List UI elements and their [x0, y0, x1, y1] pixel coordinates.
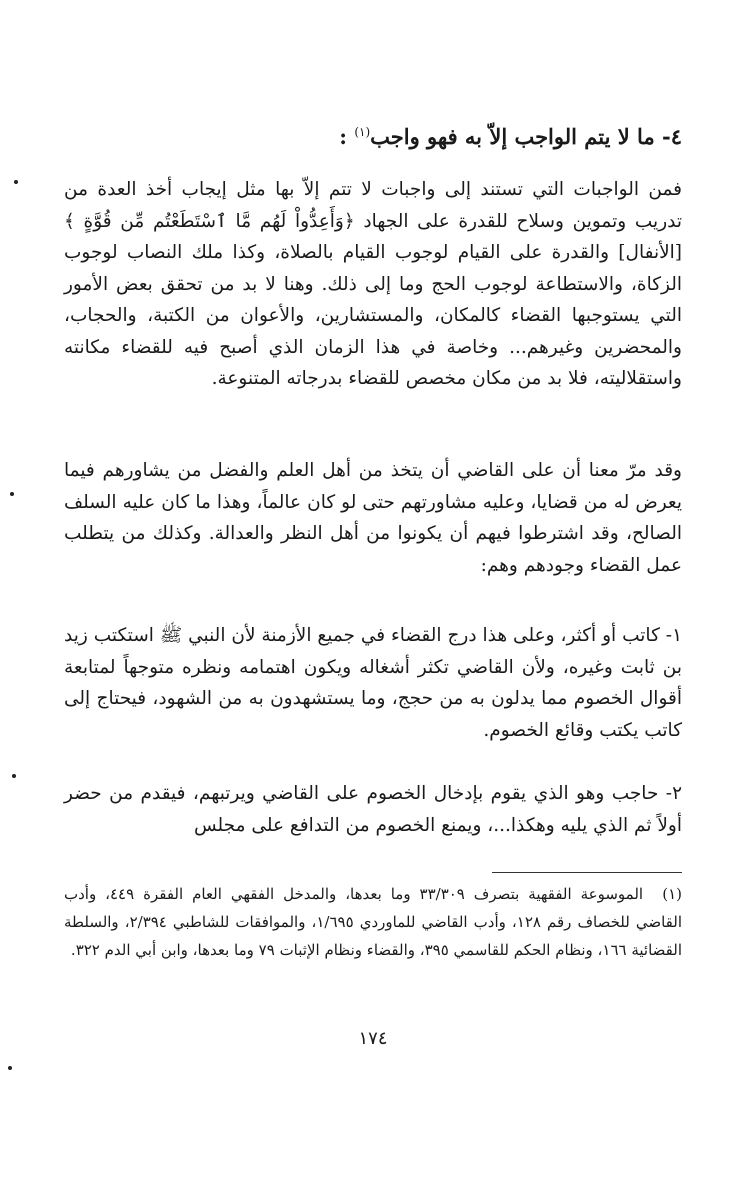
- paragraph-1: فمن الواجبات التي تستند إلى واجبات لا تتم إلاّ بها مثل إيجاب أخذ العدة من تدريب وتموين وسلاح للقدرة على الجهاد ﴿وَأَعِدُّواْ لَهُم مَّا ٱسْتَطَعْتُم مِّن قُوَّةٍ ﴾ [الأنفال] والقدرة على القيام لوجوب القيام بالصلاة، وكذا ملك النصاب لوجوب الزكاة، والاستطاعة لوجوب الحج وما إلى ذلك. وهنا لا بد من تحقق بعض الأمور التي يستوجبها القضاء كالمكان، والمستشارين، والأعوان من الكتبة، والحجاب، والمحضرين وغيرهم... وخاصة في هذا الزمان الذي أصبح فيه للقضاء مكانته واستقلاليته، فلا بد من مكان مخصص للقضاء بدرجاته المتنوعة.: [64, 179, 682, 389]
- scan-mark: [14, 180, 18, 184]
- footnote-text: الموسوعة الفقهية بتصرف ٣٣/٣٠٩ وما بعدها، والمدخل الفقهي العام الفقرة ٤٤٩، وأدب القاضي للخصاف رقم ١٢٨، وأدب القاضي للماوردي ١/٦٩٥، والموافقات للشاطبي ٢/٣٩٤، والسلطة القضائية ١٦٦، ونظام الحكم للقاسمي ٣٩٥، والقضاء ونظام الإثبات ٧٩ وما بعدها، وابن أبي الدم ٣٢٢.: [64, 885, 682, 959]
- paragraph-4: ٢- حاجب وهو الذي يقوم بإدخال الخصوم على القاضي ويرتبهم، فيقدم من حضر أولاً ثم الذي يليه وهكذا...، ويمنع الخصوم من التدافع على مجلس: [64, 783, 682, 836]
- paragraph-3: ١- كاتب أو أكثر، وعلى هذا درج القضاء في جميع الأزمنة لأن النبي ﷺ استكتب زيد بن ثابت وغيره، ولأن القاضي تكثر أشغاله ويكون اهتمامه ونظره متوجهاً لمتابعة أقوال الخصوم مما يدلون به من حجج، وما يستشهدون به من الشهود، فيحتاج إلى كاتب يكتب وقائع الخصوم.: [64, 625, 682, 741]
- heading-text: ٤- ما لا يتم الواجب إلاّ به فهو واجب: [370, 124, 682, 149]
- paragraph-2: وقد مرّ معنا أن على القاضي أن يتخذ من أهل العلم والفضل من يشاورهم فيما يعرض له من قضايا، وعليه مشاورتهم حتى لو كان عالماً، وهذا ما كان عليه السلف الصالح، وقد اشترطوا فيهم أن يكونوا من أهل النظر والعدالة. وكذلك من يتطلب عمل القضاء وجودهم وهم:: [64, 460, 682, 576]
- footnote-reference[interactable]: (١): [354, 125, 371, 139]
- section-heading: [62, 112, 682, 157]
- scan-mark: [12, 774, 16, 778]
- heading-suffix: :: [339, 124, 348, 149]
- footnote: [64, 880, 682, 964]
- footnote-number: (١): [662, 885, 683, 903]
- scan-mark: [8, 1066, 12, 1070]
- footnote-separator: [492, 872, 682, 873]
- scan-mark: [10, 492, 14, 496]
- page-number: ١٧٤: [358, 1028, 388, 1049]
